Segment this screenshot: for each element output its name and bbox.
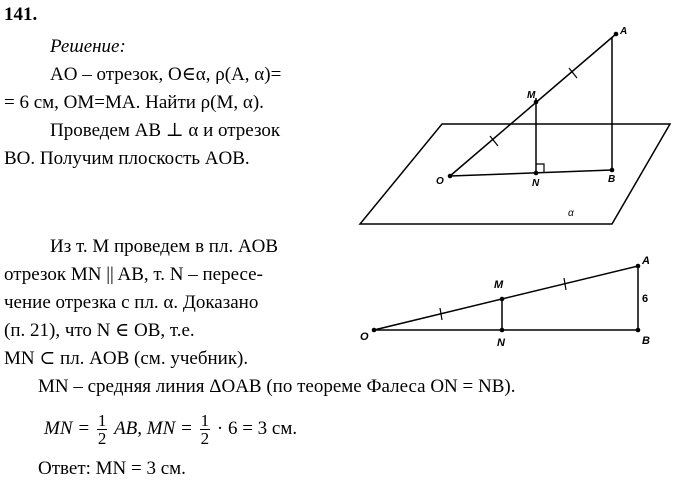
equation-line [44,411,298,449]
para1-line4: BO. Получим плоскость AOB. [4,148,250,169]
para2-line1: Из т. M проведем в пл. AOB [50,236,279,257]
para2-line4: (п. 21), что N ∈ OB, т.е. [4,320,195,341]
label-a: A [642,255,650,267]
para3-line1: MN – средняя линия ΔOAB (по теореме Фалеса ON = NB). [38,376,516,397]
segment-ob [450,170,612,176]
para1-line2: = 6 см, OM=MA. Найти ρ(M, α). [4,92,264,113]
point-m [500,297,505,302]
point-a [636,264,641,269]
label-o: O [360,331,369,343]
label-a: A [620,26,628,37]
para2-line2: отрезок MN || AB, т. N – пересе- [4,264,263,285]
label-o: O [436,176,444,187]
figure-plane-diagram [350,18,678,236]
point-n [534,171,539,176]
fraction-denominator: 2 [200,429,210,449]
eq-ab: AB, MN = [114,418,193,439]
segment-ao [450,34,616,176]
problem-number: 141. [4,4,38,25]
segment-oa [374,266,638,330]
solution-label: Решение: [50,36,126,57]
eq-end: · 6 = 3 см. [216,418,298,439]
label-six: 6 [642,293,649,305]
point-n [500,328,505,333]
label-n: N [532,178,540,189]
figure-triangle-diagram [360,248,670,354]
fraction-one-half-2 [200,412,211,447]
eq-mn: MN = [44,418,91,439]
answer-line: Ответ: MN = 3 см. [38,458,186,479]
fraction-numerator: 1 [97,411,107,431]
point-b [636,328,641,333]
label-n: N [497,337,505,349]
label-m: M [527,90,536,101]
para1-line3: Проведем AB ⊥ α и отрезок [50,120,281,141]
point-b [610,168,615,173]
para1-line1: AO – отрезок, O∈α, ρ(A, α)= [50,64,282,85]
para2-line5: MN ⊂ пл. AOB (см. учебник). [4,348,249,369]
point-a [614,32,619,37]
fraction-one-half [97,412,108,447]
fraction-numerator: 1 [200,411,210,431]
para2-line3: чение отрезка с пл. α. Доказано [4,292,259,313]
label-alpha: α [568,208,574,219]
point-o [372,328,377,333]
point-o [448,174,453,179]
fraction-denominator: 2 [97,429,107,449]
label-b: B [608,174,616,185]
label-b: B [642,335,650,347]
label-m: M [494,279,504,291]
